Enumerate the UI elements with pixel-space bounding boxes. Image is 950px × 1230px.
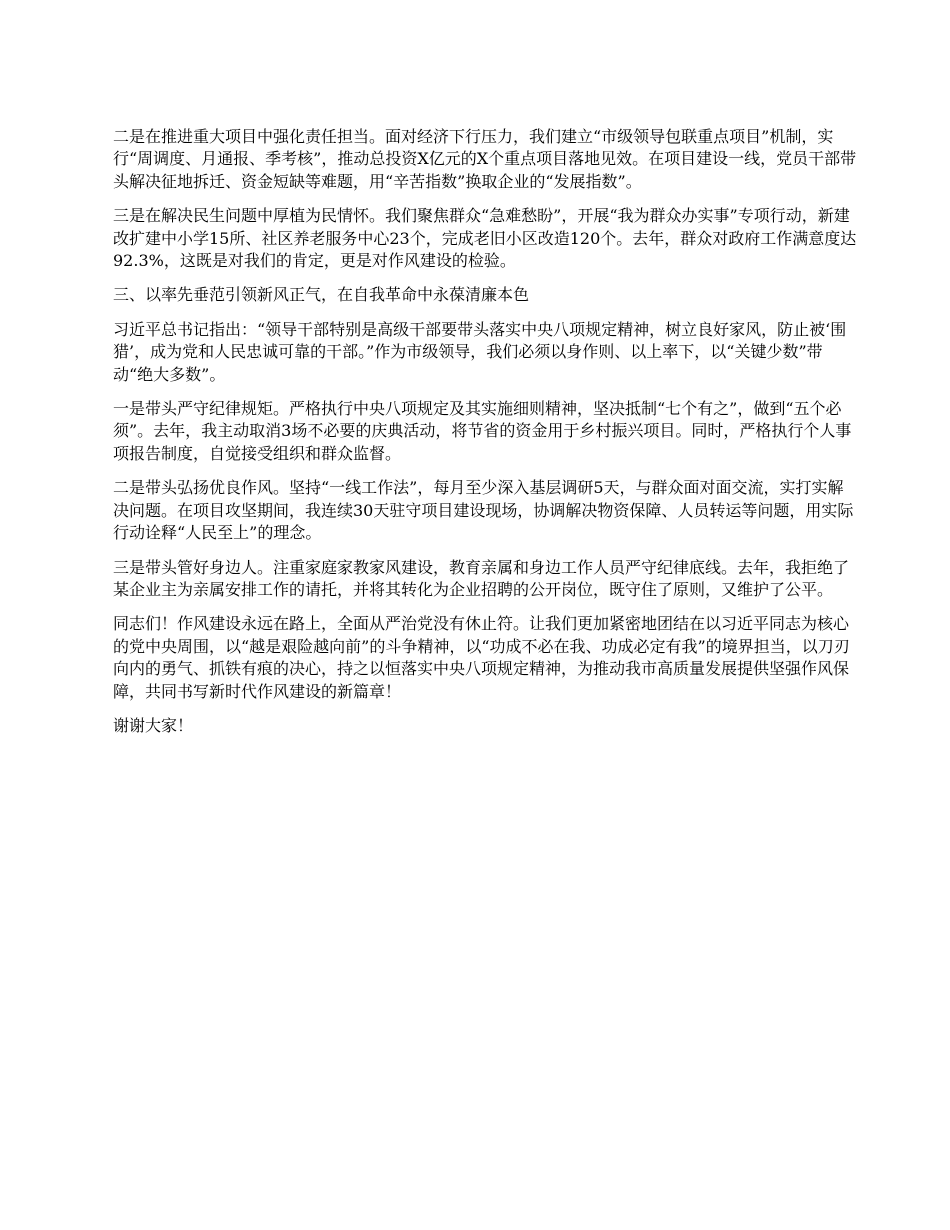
document-body [113,126,858,749]
paragraph-quote: 习近平总书记指出：“领导干部特别是高级干部要带头落实中央八项规定精神，树立良好家风，防止被‘围猎’，成为党和人民忠诚可靠的干部。”作为市级领导，我们必须以身作则、以上率下，以“关键少数”带动“绝大多数”。 [113,319,847,384]
paragraph-work-style: 二是带头弘扬优良作风。坚持“一线工作法”，每月至少深入基层调研5天，与群众面对面交流，实打实解决问题。在项目攻坚期间，我连续30天驻守项目建设现场，协调解决物资保障、人员转运等问题，用实际行动诠释“人民至上”的理念。 [113,478,854,543]
paragraph-thanks: 谢谢大家！ [113,715,194,735]
paragraph-major-projects: 二是在推进重大项目中强化责任担当。面对经济下行压力，我们建立“市级领导包联重点项目”机制，实行“周调度、月通报、季考核”，推动总投资X亿元的X个重点项目落地见效。在项目建设一线，党员干部带头解决征地拆迁、资金短缺等难题，用“辛苦指数”换取企业的“发展指数”。 [113,127,857,191]
paragraph-family: 三是带头管好身边人。注重家庭家教家风建设，教育亲属和身边工作人员严守纪律底线。去年，我拒绝了某企业主为亲属安排工作的请托，并将其转化为企业招聘的公开岗位，既守住了原则，又维护了公平。 [113,557,850,599]
paragraph-closing: 同志们！作风建设永远在路上，全面从严治党没有休止符。让我们更加紧密地团结在以习近平同志为核心的党中央周围，以“越是艰险越向前”的斗争精神，以“功成不必在我、功成必定有我”的境界担当，以刀刃向内的勇气、抓铁有痕的决心，持之以恒落实中央八项规定精神，为推动我市高质量发展提供坚强作风保障，共同书写新时代作风建设的新篇章！ [113,614,850,701]
paragraph-discipline: 一是带头严守纪律规矩。严格执行中央八项规定及其实施细则精神，坚决抵制“七个有之”，做到“五个必须”。去年，我主动取消3场不必要的庆典活动，将节省的资金用于乡村振兴项目。同时，严格执行个人事项报告制度，自觉接受组织和群众监督。 [113,399,852,463]
section-heading-three: 三、以率先垂范引领新风正气，在自我革命中永葆清廉本色 [113,285,530,305]
paragraph-livelihood: 三是在解决民生问题中厚植为民情怀。我们聚焦群众“急难愁盼”，开展“我为群众办实事”专项行动，新建改扩建中小学15所、社区养老服务中心23个，完成老旧小区改造120个。去年，群众对政府工作满意度达92.3%，这既是对我们的肯定，更是对作风建设的检验。 [113,206,857,271]
